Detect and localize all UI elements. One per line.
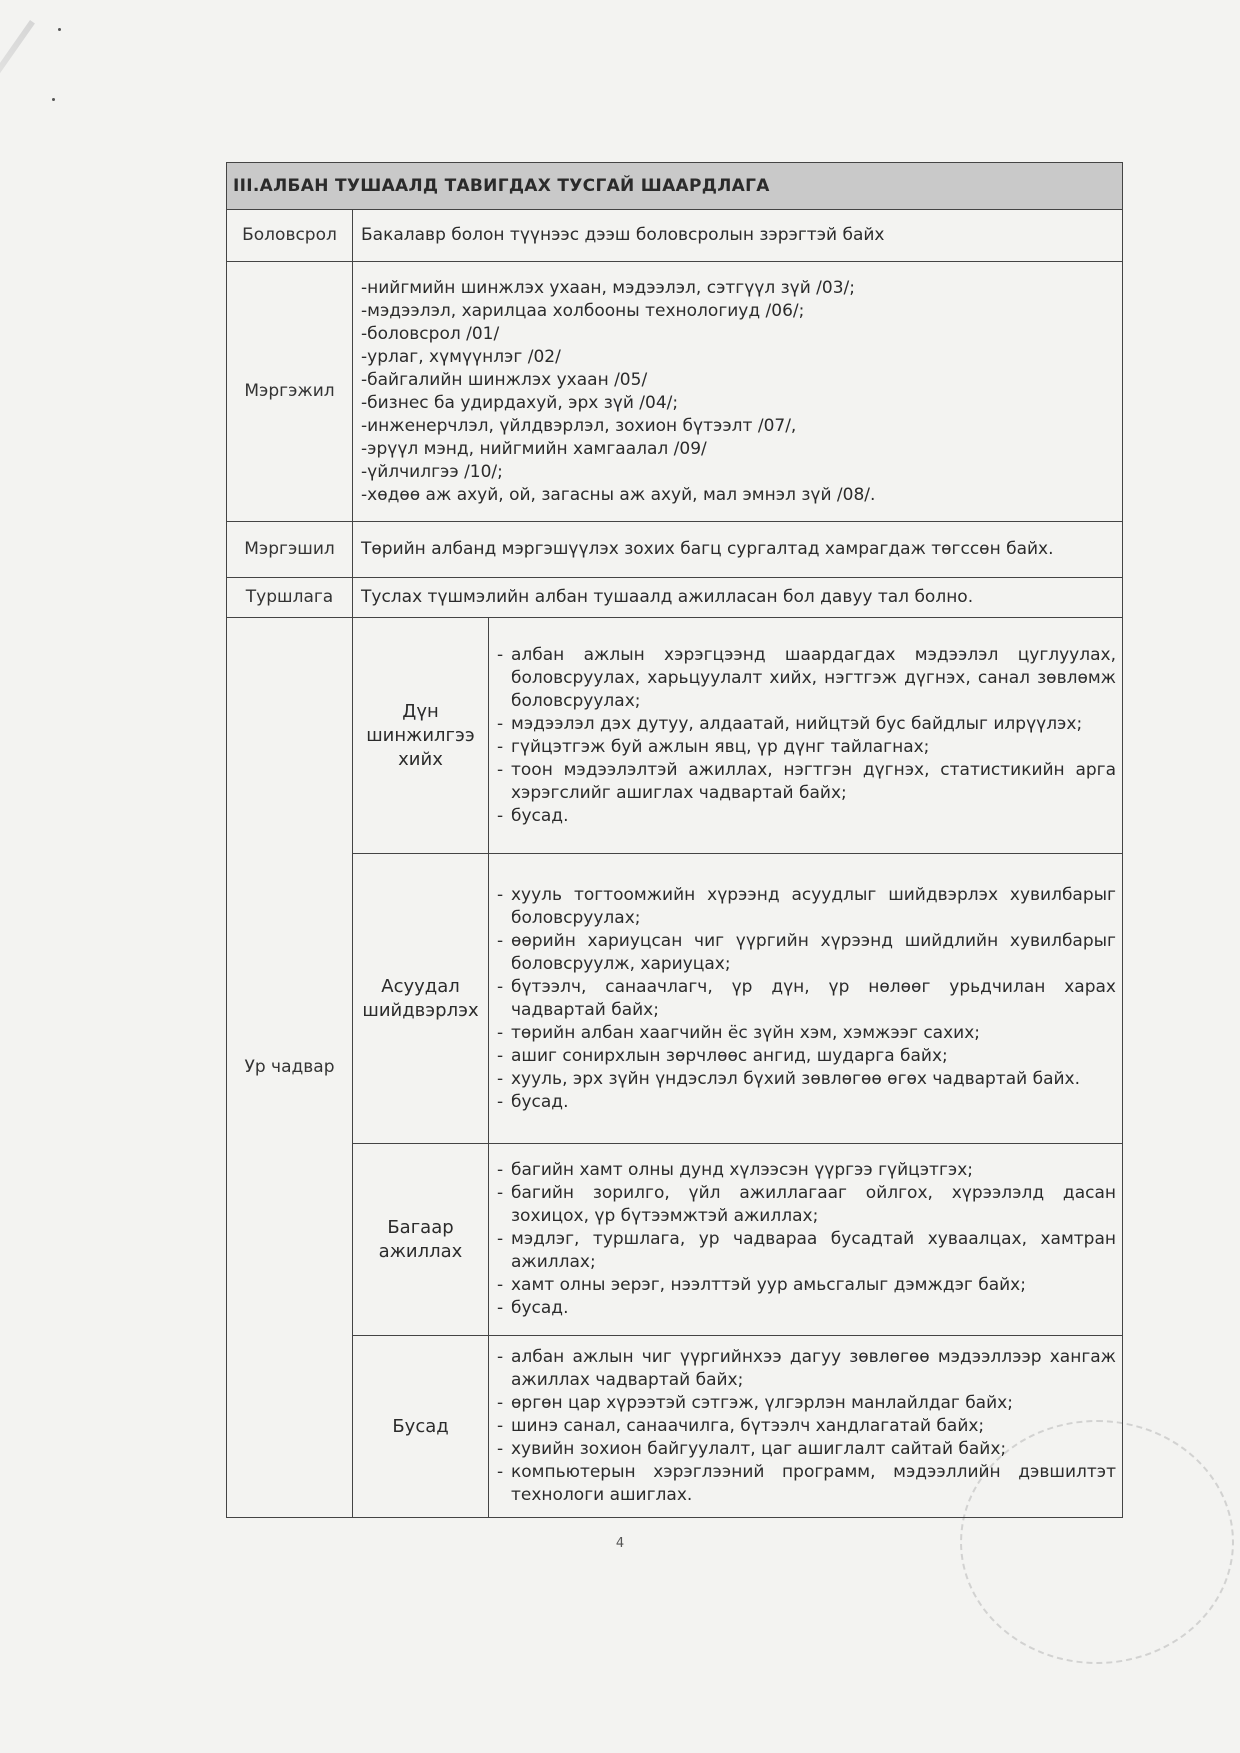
skill-group-label: Бусад	[353, 1336, 489, 1518]
list-item: - компьютерын хэрэглээний программ, мэдээллийн дэвшилтэт технологи ашиглах.	[511, 1461, 1116, 1507]
list-item: -хөдөө аж ахуй, ой, загасны аж ахуй, мал эмнэл зүй /08/.	[361, 484, 876, 505]
skill-list	[489, 1338, 1122, 1515]
list-item: - хувийн зохион байгуулалт, цаг ашиглалт сайтай байх;	[511, 1438, 1116, 1461]
profession-value	[353, 262, 1123, 522]
skill-group-label: Дүн шинжилгээ хийх	[353, 618, 489, 854]
scan-streak	[0, 20, 35, 163]
header-row	[227, 163, 1123, 210]
skill-group-label: Багаар ажиллах	[353, 1144, 489, 1336]
requirements-table	[226, 162, 1123, 1518]
experience-label: Туршлага	[227, 578, 353, 618]
list-item: - шинэ санал, санаачилга, бүтээлч хандлагатай байх;	[511, 1415, 1116, 1438]
qualification-label: Мэргэшил	[227, 522, 353, 578]
list-item: - бусад.	[511, 1091, 1116, 1114]
list-item: -нийгмийн шинжлэх ухаан, мэдээлэл, сэтгүүл зүй /03/;	[361, 277, 855, 298]
experience-row	[227, 578, 1123, 618]
education-label: Боловсрол	[227, 210, 353, 262]
list-item: - багийн зорилго, үйл ажиллагааг ойлгох, хүрээлэлд дасан зохицох, үр бүтээмжтэй ажиллах;	[511, 1182, 1116, 1228]
experience-value: Туслах түшмэлийн албан тушаалд ажилласан бол давуу тал болно.	[353, 578, 1123, 618]
skill-group-label: Асуудал шийдвэрлэх	[353, 854, 489, 1144]
skills-group-row	[227, 854, 1123, 1144]
list-item: -бизнес ба удирдахуй, эрх зүй /04/;	[361, 392, 679, 413]
education-value: Бакалавр болон түүнээс дээш боловсролын зэрэгтэй байх	[353, 210, 1123, 262]
skills-group-row	[227, 1144, 1123, 1336]
profession-label: Мэргэжил	[227, 262, 353, 522]
profession-list	[353, 269, 1122, 515]
list-item: - мэдлэг, туршлага, ур чадвараа бусадтай хуваалцах, хамтран ажиллах;	[511, 1228, 1116, 1274]
qualification-row	[227, 522, 1123, 578]
skill-group-items	[489, 618, 1123, 854]
list-item: - албан ажлын чиг үүргийнхээ дагуу зөвлөгөө мэдээллээр хангаж ажиллах чадвартай байх;	[511, 1346, 1116, 1392]
list-item: - гүйцэтгэж буй ажлын явц, үр дүнг тайлагнах;	[511, 736, 1116, 759]
list-item: - багийн хамт олны дунд хүлээсэн үүргээ гүйцэтгэх;	[511, 1159, 1116, 1182]
list-item: - хамт олны эерэг, нээлттэй уур амьсгалыг дэмждэг байх;	[511, 1274, 1116, 1297]
list-item: -байгалийн шинжлэх ухаан /05/	[361, 369, 648, 390]
list-item: - тоон мэдээлэлтэй ажиллах, нэгтгэн дүгнэх, статистикийн арга хэрэгслийг ашиглах чадвартай байх;	[511, 759, 1116, 805]
list-item: -эрүүл мэнд, нийгмийн хамгаалал /09/	[361, 438, 707, 459]
list-item: - өөрийн хариуцсан чиг үүргийн хүрээнд шийдлийн хувилбарыг боловсруулж, хариуцах;	[511, 930, 1116, 976]
skills-group-row	[227, 1336, 1123, 1518]
list-item: - төрийн албан хаагчийн ёс зүйн хэм, хэмжээг сахих;	[511, 1022, 1116, 1045]
skill-group-items	[489, 854, 1123, 1144]
skill-group-items	[489, 1144, 1123, 1336]
qualification-value: Төрийн албанд мэргэшүүлэх зохих багц сургалтад хамрагдаж төгссөн байх.	[353, 522, 1123, 578]
list-item: - ашиг сонирхлын зөрчлөөс ангид, шударга байх;	[511, 1045, 1116, 1068]
skill-list	[489, 636, 1122, 836]
list-item: - мэдээлэл дэх дутуу, алдаатай, нийцтэй бус байдлыг илрүүлэх;	[511, 713, 1116, 736]
list-item: - хууль, эрх зүйн үндэслэл бүхий зөвлөгөө өгөх чадвартай байх.	[511, 1068, 1116, 1091]
list-item: -инженерчлэл, үйлдвэрлэл, зохион бүтээлт /07/,	[361, 415, 797, 436]
list-item: -үйлчилгээ /10/;	[361, 461, 503, 482]
page-number: 4	[615, 1536, 625, 1551]
list-item: - хууль тогтоомжийн хүрээнд асуудлыг шийдвэрлэх хувилбарыг боловсруулах;	[511, 884, 1116, 930]
list-item: - албан ажлын хэрэгцээнд шаардагдах мэдээлэл цуглуулах, боловсруулах, харьцуулалт хийх, нэгтгэж дүгнэх, санал зөвлөмж боловсруулах;	[511, 644, 1116, 713]
list-item: - өргөн цар хүрээтэй сэтгэж, үлгэрлэн манлайлдаг байх;	[511, 1392, 1116, 1415]
skills-group-row	[227, 618, 1123, 854]
section-title: III.АЛБАН ТУШААЛД ТАВИГДАХ ТУСГАЙ ШААРДЛАГА	[227, 163, 1123, 210]
list-item: -боловсрол /01/	[361, 323, 500, 344]
skill-list	[489, 876, 1122, 1122]
list-item: -урлаг, хүмүүнлэг /02/	[361, 346, 561, 367]
skill-list	[489, 1151, 1122, 1328]
profession-row	[227, 262, 1123, 522]
skills-label: Ур чадвар	[227, 618, 353, 1518]
list-item: - бүтээлч, санаачлагч, үр дүн, үр нөлөөг урьдчилан харах чадвартай байх;	[511, 976, 1116, 1022]
skill-group-items	[489, 1336, 1123, 1518]
list-item: - бусад.	[511, 805, 1116, 828]
list-item: -мэдээлэл, харилцаа холбооны технологиуд /06/;	[361, 300, 805, 321]
education-row	[227, 210, 1123, 262]
list-item: - бусад.	[511, 1297, 1116, 1320]
scan-speck	[52, 98, 55, 101]
scan-speck	[58, 28, 61, 31]
requirements-sheet	[226, 162, 1122, 1518]
